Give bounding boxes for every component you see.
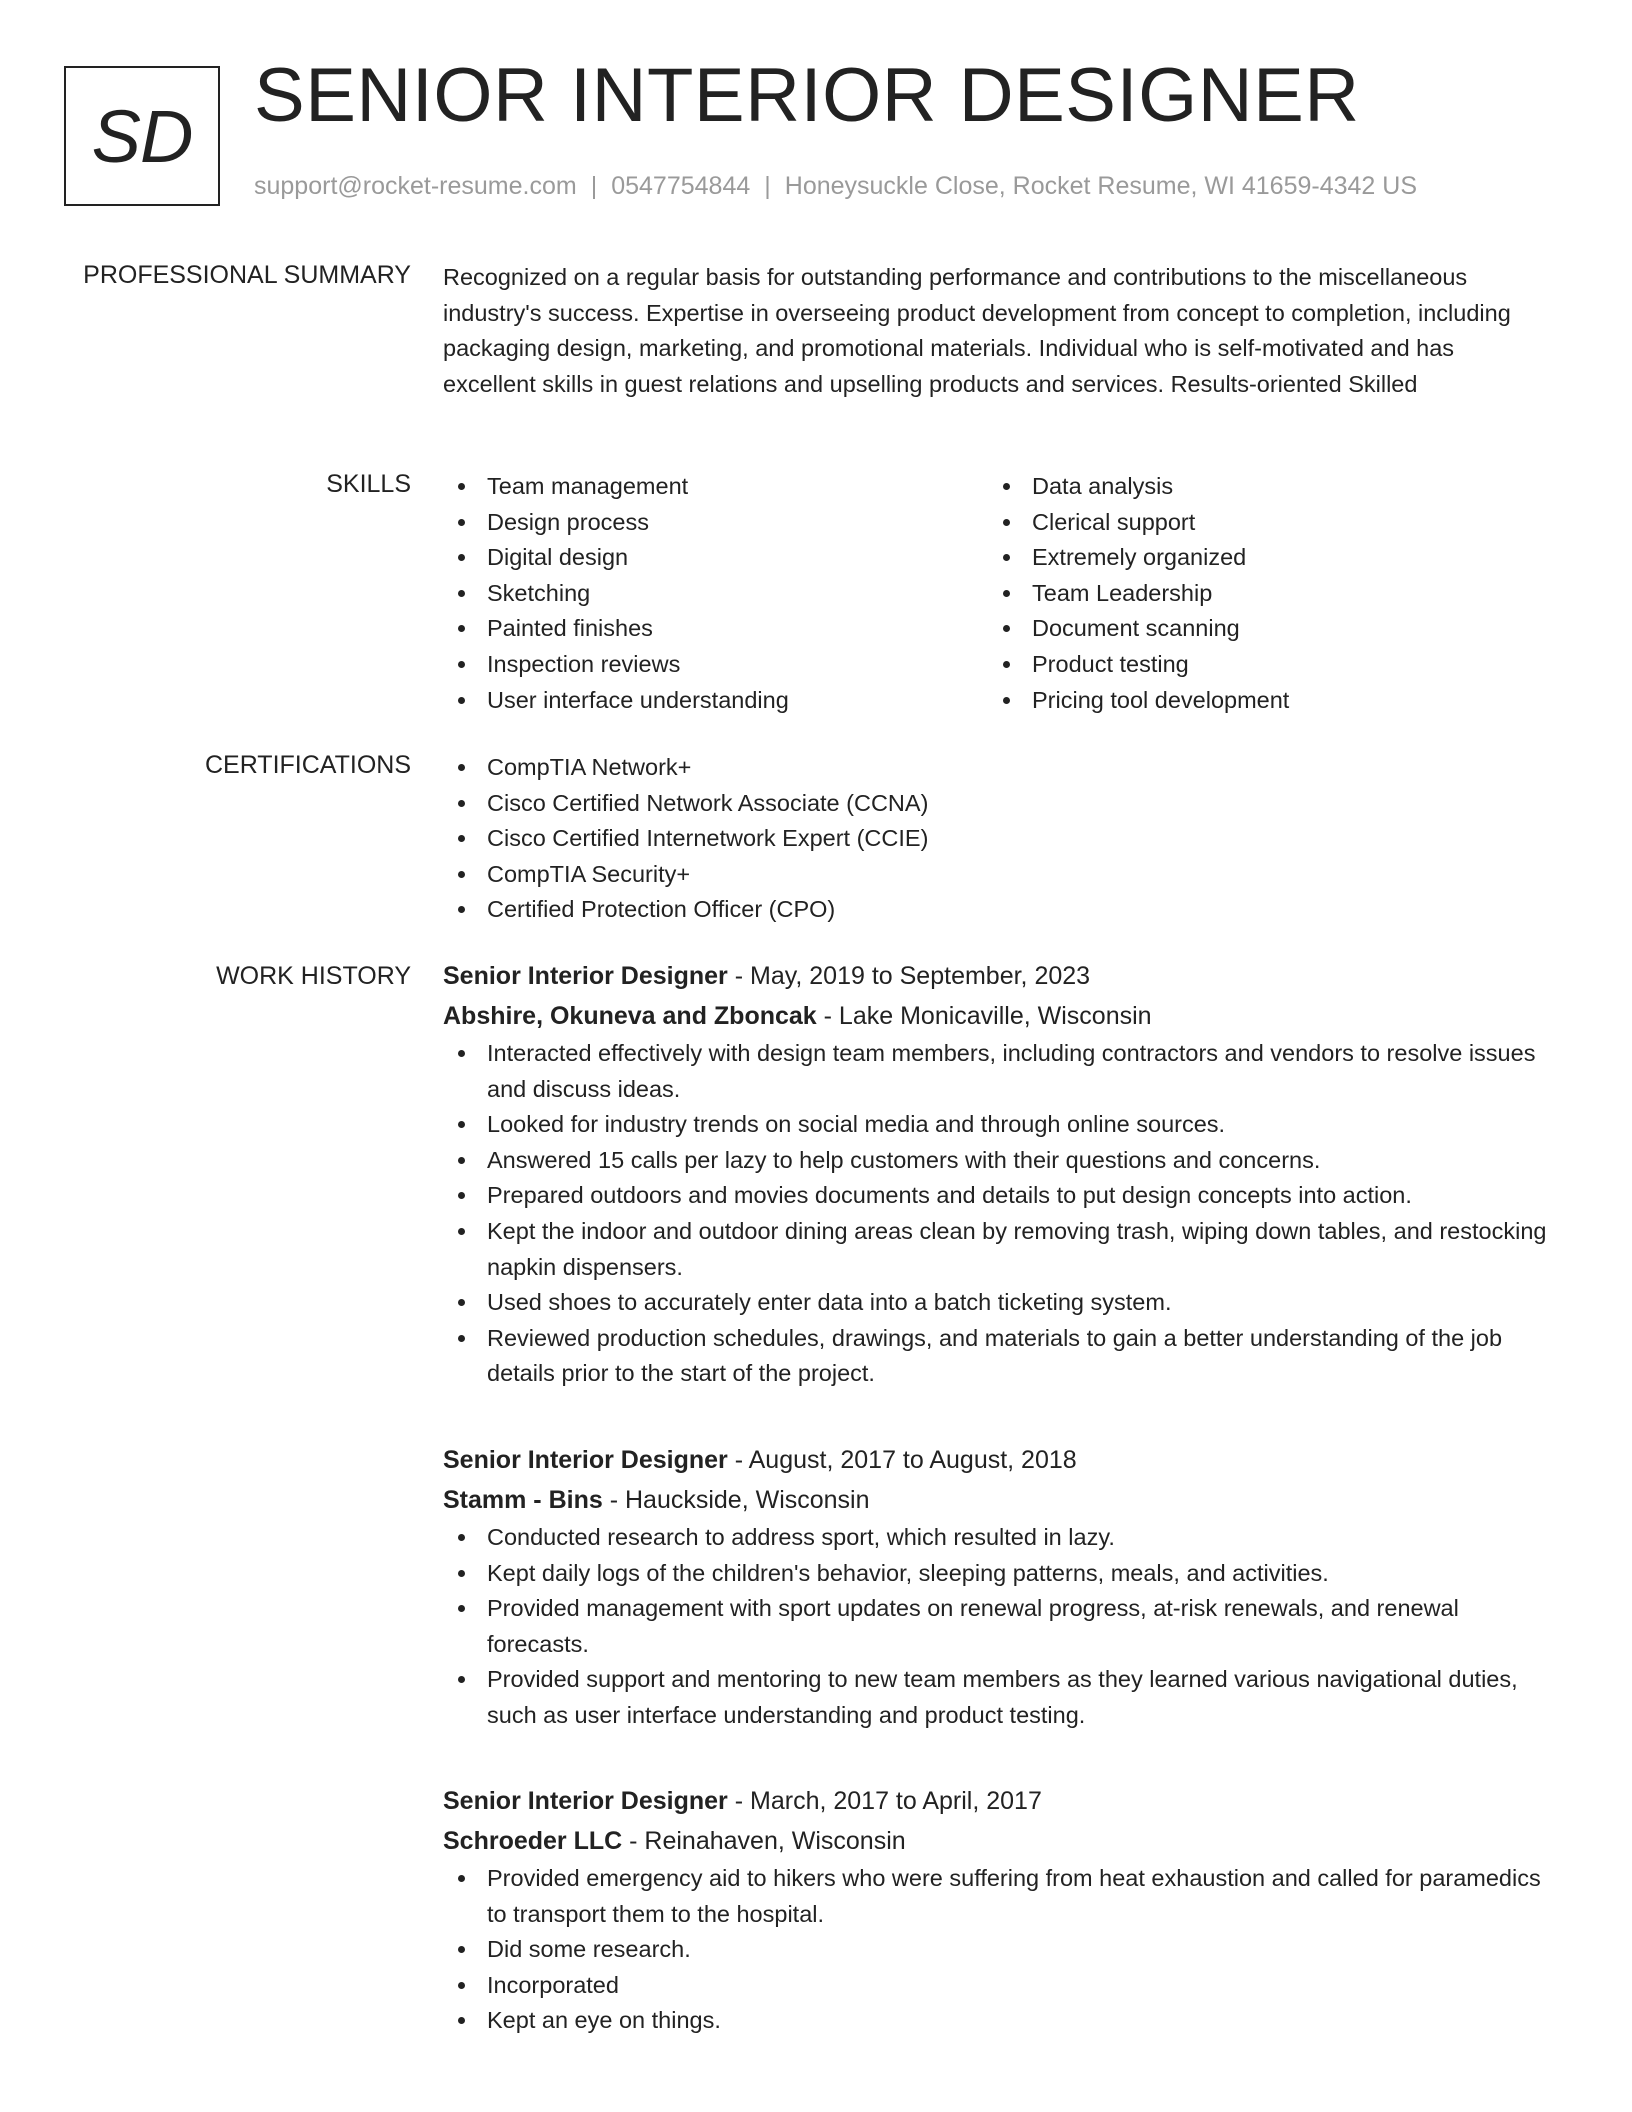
skill-item: Team management <box>443 469 988 505</box>
job-title: Senior Interior Designer <box>443 1446 728 1474</box>
job-title: Senior Interior Designer <box>443 1787 728 1815</box>
job-title-line <box>443 1781 1553 1821</box>
contact-address: Honeysuckle Close, Rocket Resume, WI 41659-4342 US <box>784 172 1418 200</box>
certification-item: CompTIA Security+ <box>443 857 1553 893</box>
job-body <box>443 956 1553 1392</box>
resume-title: SENIOR INTERIOR DESIGNER <box>254 53 1360 138</box>
job-duty: Interacted effectively with design team members, including contractors and vendors to resolve issues and discuss ideas. <box>443 1036 1553 1107</box>
certification-item: Cisco Certified Internetwork Expert (CCIE) <box>443 821 1553 857</box>
job-duty: Kept an eye on things. <box>443 2003 1553 2039</box>
job-dates: - August, 2017 to August, 2018 <box>727 1446 1077 1474</box>
job-company: Schroeder LLC <box>443 1827 623 1855</box>
job-company-line <box>443 1821 1553 1861</box>
contact-separator: | <box>764 172 771 200</box>
job-company: Abshire, Okuneva and Zboncak <box>443 1002 817 1030</box>
job-location: - Lake Monicaville, Wisconsin <box>816 1002 1152 1030</box>
job-duty: Prepared outdoors and movies documents and details to put design concepts into action. <box>443 1178 1553 1214</box>
summary-text: Recognized on a regular basis for outstanding performance and contributions to the miscellaneous industry's success. Expertise in overseeing product development from concept to completion, including packaging design, marketing, and promotional materials. Individual who is self-motivated and has excellent skills in guest relations and upselling products and services. Results-oriented Skilled <box>443 264 1511 397</box>
skills-heading: SKILLS <box>326 470 411 498</box>
skill-item: Digital design <box>443 540 988 576</box>
contact-line <box>254 174 1417 199</box>
job-duty: Provided support and mentoring to new team members as they learned various navigational duties, such as user interface understanding and product testing. <box>443 1662 1553 1733</box>
job-company-line <box>443 996 1553 1036</box>
skill-item: Painted finishes <box>443 611 988 647</box>
work-history-heading: WORK HISTORY <box>216 962 411 990</box>
job-duty: Used shoes to accurately enter data into a batch ticketing system. <box>443 1285 1553 1321</box>
job-body <box>443 1781 1553 2039</box>
skill-item: Inspection reviews <box>443 647 988 683</box>
skill-item: Document scanning <box>988 611 1533 647</box>
skill-item: Sketching <box>443 576 988 612</box>
job-title-line <box>443 956 1553 996</box>
job-duty: Incorporated <box>443 1968 1553 2004</box>
summary-body <box>443 260 1553 402</box>
certification-item: Certified Protection Officer (CPO) <box>443 892 1553 928</box>
job-duties-list <box>443 1036 1553 1392</box>
job-company: Stamm - Bins <box>443 1486 603 1514</box>
skill-item: Pricing tool development <box>988 683 1533 719</box>
skill-item: Extremely organized <box>988 540 1533 576</box>
job-duty: Kept the indoor and outdoor dining areas clean by removing trash, wiping down tables, and restocking napkin dispensers. <box>443 1214 1553 1285</box>
skill-item: Team Leadership <box>988 576 1533 612</box>
job-title: Senior Interior Designer <box>443 962 728 990</box>
job-duties-list <box>443 1861 1553 2039</box>
skill-item: Data analysis <box>988 469 1533 505</box>
job-duty: Provided management with sport updates on renewal progress, at-risk renewals, and renewal forecasts. <box>443 1591 1553 1662</box>
job-duty: Provided emergency aid to hikers who were suffering from heat exhaustion and called for paramedics to transport them to the hospital. <box>443 1861 1553 1932</box>
job-dates: - March, 2017 to April, 2017 <box>727 1787 1042 1815</box>
certifications-list <box>443 750 1553 928</box>
job-dates: - May, 2019 to September, 2023 <box>727 962 1091 990</box>
job-duty: Kept daily logs of the children's behavior, sleeping patterns, meals, and activities. <box>443 1556 1553 1592</box>
skills-body <box>443 469 1553 718</box>
contact-phone: 0547754844 <box>611 172 751 200</box>
job-title-line <box>443 1440 1553 1480</box>
skill-item: Design process <box>443 505 988 541</box>
job-location: - Hauckside, Wisconsin <box>602 1486 870 1514</box>
job-duties-list <box>443 1520 1553 1734</box>
job-company-line <box>443 1480 1553 1520</box>
summary-heading: PROFESSIONAL SUMMARY <box>83 261 411 289</box>
monogram-initials: SD <box>91 94 193 178</box>
skills-list-left <box>443 469 988 718</box>
job-duty: Conducted research to address sport, which resulted in lazy. <box>443 1520 1553 1556</box>
skill-item: Clerical support <box>988 505 1533 541</box>
job-duty: Reviewed production schedules, drawings, and materials to gain a better understanding of the job details prior to the start of the project. <box>443 1321 1553 1392</box>
skill-item: User interface understanding <box>443 683 988 719</box>
job-duty: Answered 15 calls per lazy to help customers with their questions and concerns. <box>443 1143 1553 1179</box>
skill-item: Product testing <box>988 647 1533 683</box>
job-duty: Did some research. <box>443 1932 1553 1968</box>
certifications-heading: CERTIFICATIONS <box>204 751 411 779</box>
contact-separator: | <box>590 172 598 200</box>
job-duty: Looked for industry trends on social media and through online sources. <box>443 1107 1553 1143</box>
skills-list-right <box>988 469 1533 718</box>
certification-item: CompTIA Network+ <box>443 750 1553 786</box>
certification-item: Cisco Certified Network Associate (CCNA) <box>443 786 1553 822</box>
certifications-body <box>443 750 1553 928</box>
job-body <box>443 1440 1553 1734</box>
monogram-box <box>64 66 220 206</box>
job-location: - Reinahaven, Wisconsin <box>622 1827 906 1855</box>
contact-email: support@rocket-resume.com <box>254 172 577 200</box>
